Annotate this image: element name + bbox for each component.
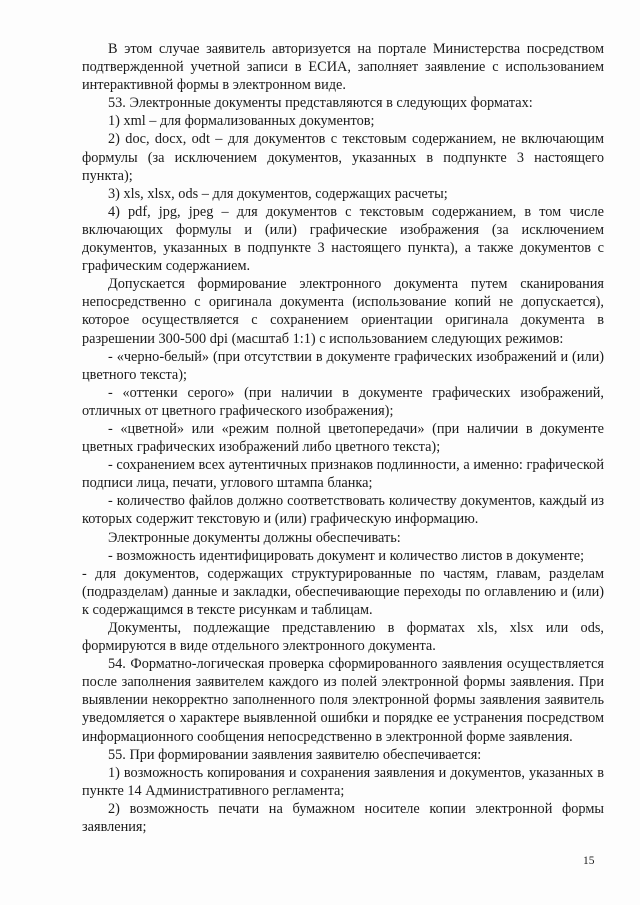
- list-item-bw: - «черно-белый» (при отсутствии в документе графических изображений и (или) цветного текста);: [82, 348, 604, 383]
- list-item-identify: - возможность идентифицировать документ и количество листов в документе;: [108, 547, 585, 564]
- list-item-pdf: 4) pdf, jpg, jpeg – для документов с текстовым содержанием, в том числе включающих формулы и (или) графические изображения (за исключением документов, указанных в подпункте 3 настоящего пункта), а также документов с графическим содержанием.: [82, 203, 604, 275]
- paragraph-scanning: Допускается формирование электронного документа путем сканирования непосредственно с оригинала документа (использование копий не допускается), которое осуществляется с сохранением ориентации оригинала документа в разрешении 300-500 dpi (масштаб 1:1) с использованием следующих режимов:: [82, 276, 604, 347]
- list-item-color: - «цветной» или «режим полной цветопередачи» (при наличии в документе цветных графических изображений либо цветного текста);: [82, 420, 604, 456]
- paragraph-requirements-heading: Электронные документы должны обеспечивать:: [108, 529, 401, 546]
- document-body: [82, 40, 604, 836]
- paragraph-55-heading: 55. При формировании заявления заявителю обеспечивается:: [108, 746, 482, 763]
- paragraph-54: 54. Форматно-логическая проверка сформированного заявления осуществляется после заполнения заявителем каждого из полей электронной формы заявления. При выявлении некорректно заполненного поля электронной формы заявления заявитель уведомляется о характере выявленной ошибки и порядке ее устранения посредством информационного сообщения непосредственно в электронной форме заявления.: [82, 656, 604, 745]
- list-item-copy: 1) возможность копирования и сохранения заявления и документов, указанных в пункте 14 Административного регламента;: [82, 764, 604, 799]
- paragraph-separate-files: Документы, подлежащие представлению в форматах xls, xlsx или ods, формируются в виде отдельного электронного документа.: [82, 620, 604, 655]
- list-item-xml: 1) xml – для формализованных документов;: [108, 113, 375, 130]
- list-item-xls: 3) xls, xlsx, ods – для документов, содержащих расчеты;: [108, 185, 448, 202]
- list-item-doc: 2) doc, docx, odt – для документов с текстовым содержанием, не включающим формулы (за исключением документов, указанных в подпункте 3 настоящего пункта);: [82, 131, 604, 184]
- list-item-print: 2) возможность печати на бумажном носителе копии электронной формы заявления;: [82, 800, 604, 836]
- list-item-file-count: - количество файлов должно соответствовать количеству документов, каждый из которых содержит текстовую и (или) графическую информацию.: [82, 493, 604, 528]
- paragraph-53-heading: 53. Электронные документы представляются в следующих форматах:: [108, 95, 533, 112]
- list-item-grayscale: - «оттенки серого» (при наличии в документе графических изображений, отличных от цветного графического изображения);: [82, 384, 604, 419]
- list-item-authenticity: - сохранением всех аутентичных признаков подлинности, а именно: графической подписи лица, печати, углового штампа бланка;: [82, 457, 604, 492]
- list-item-structured: - для документов, содержащих структурированные по частям, главам, разделам (подразделам) данные и закладки, обеспечивающие переходы по оглавлению и (или) к содержащимся в тексте рисункам и таблицам.: [82, 565, 604, 618]
- page-number: 15: [583, 855, 595, 867]
- paragraph-authorization: В этом случае заявитель авторизуется на портале Министерства посредством подтвержденной учетной записи в ЕСИА, заполняет заявление с использованием интерактивной формы в электронном виде.: [82, 41, 604, 94]
